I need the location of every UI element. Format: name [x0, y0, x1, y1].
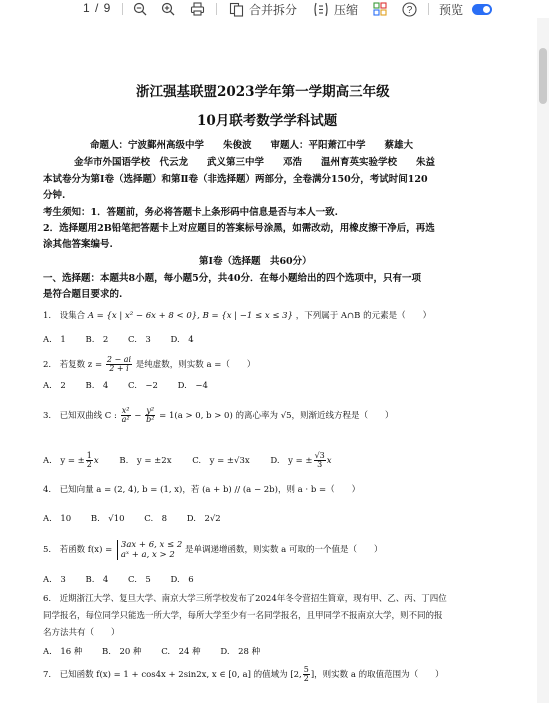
- q2-text-a: 2. 若复数 z =: [43, 360, 103, 370]
- q7-text-a: 7. 已知函数 f(x) = 1 + cos4x + 2sin2x, x ∈ [0, a] 的值域为 [2,: [43, 670, 302, 680]
- notice-line2b: 涂其他答案编号.: [43, 239, 113, 250]
- q2-fraction: [106, 356, 132, 373]
- q6-line1: 6. 近期浙江大学、复旦大学、南京大学三所学校发布了2024年冬令营招生简章，现有甲、乙、丙、丁四位: [43, 594, 447, 604]
- q3-optA-fraction: [86, 452, 93, 469]
- q3-fraction-y: [145, 407, 155, 424]
- q1-text-a: 1. 设集合: [43, 311, 86, 321]
- question-1: [43, 310, 431, 322]
- q5-options: A. 3 B. 4 C. 5 D. 6: [43, 575, 194, 585]
- toolbar-divider: [216, 3, 217, 15]
- compress-icon[interactable]: [313, 1, 329, 17]
- q3-text-b: = 1(a > 0, b > 0) 的离心率为 √5，则渐近线方程是（ ）: [159, 411, 394, 421]
- pdf-toolbar: [0, 0, 549, 18]
- authors-line2: 金华市外国语学校 代云龙 武义第三中学 邓浩 温州育英实验学校 朱益: [74, 157, 436, 168]
- compress-button[interactable]: 压缩: [334, 3, 359, 17]
- print-icon[interactable]: [189, 1, 205, 17]
- q3-option-a: [43, 451, 99, 469]
- page-indicator[interactable]: 1 / 9: [83, 1, 112, 15]
- exam-title-line2: 10月联考数学学科试题: [197, 113, 338, 129]
- authors-line1: 命题人：宁波鄞州高级中学 朱俊波 审题人：平阳萧江中学 蔡雄大: [90, 140, 414, 151]
- q3-option-d: [270, 451, 332, 469]
- q1-math: A = {x | x² − 6x + 8 < 0}, B = {x | −1 ≤ x ≤ 3}: [87, 311, 294, 321]
- preview-toggle[interactable]: [472, 4, 492, 15]
- exam-title-line1: 浙江强基联盟2023学年第一学期高三年级: [136, 84, 390, 100]
- intro-line1: 本试卷分为第Ⅰ卷（选择题）和第Ⅱ卷（非选择题）两部分，全卷满分150分，考试时间120: [43, 174, 428, 185]
- q3-optD-fraction: [314, 452, 326, 469]
- q3-optD-prefix: D. y = ±: [270, 456, 313, 466]
- section-title: 第Ⅰ卷（选择题 共60分）: [199, 256, 312, 267]
- q2-denominator: 2 + i: [109, 364, 129, 373]
- q3-options: [43, 451, 332, 471]
- q3-optD-den: 3: [317, 460, 323, 469]
- q3-fraction-x: [121, 407, 131, 424]
- q3-den2: b²: [146, 415, 155, 424]
- merge-split-button[interactable]: 合并拆分: [249, 3, 298, 17]
- question-3: [43, 406, 394, 426]
- help-glyph: ?: [406, 4, 412, 16]
- q3-num1: x²: [121, 406, 130, 415]
- q2-options: A. 2 B. 4 C. −2 D. −4: [43, 381, 208, 391]
- question-4: 4. 已知向量 a = (2, 4), b = (1, x)，若 (a + b) // (a − 2b)，则 a · b =（ ）: [43, 485, 361, 495]
- q7-denominator: 2: [303, 674, 309, 683]
- q3-optA-den: 2: [86, 460, 92, 469]
- document-page: [0, 18, 537, 703]
- q5-text-b: 是单调递增函数，则实数 a 可取的一个值是（ ）: [184, 545, 383, 555]
- q3-optD-suffix: x: [326, 456, 332, 466]
- q7-fraction: [303, 666, 310, 683]
- preview-label: 预览: [439, 3, 464, 17]
- intro-line2: 分钟.: [43, 190, 66, 201]
- question-5: [43, 538, 382, 562]
- q2-text-b: 是纯虚数，则实数 a =（ ）: [135, 360, 256, 370]
- q5-case1: 3ax + 6, x ≤ 2: [120, 539, 183, 550]
- q7-numerator: 5: [303, 665, 309, 674]
- grid-apps-icon[interactable]: [372, 1, 388, 17]
- scrollbar-thumb[interactable]: [539, 48, 547, 104]
- part1-heading-a: 一、选择题：本题共8小题，每小题5分，共40分．在每小题给出的四个选项中，只有一项: [43, 273, 421, 284]
- q5-piecewise: [117, 540, 182, 560]
- q6-line3: 名方法共有（ ）: [43, 628, 120, 638]
- q3-optA-num: 1: [86, 451, 92, 460]
- q4-options: A. 10 B. √10 C. 8 D. 2√2: [43, 514, 221, 524]
- q3-text-a: 3. 已知双曲线 C :: [43, 411, 117, 421]
- question-7: [43, 664, 444, 686]
- vertical-scrollbar[interactable]: [537, 18, 549, 703]
- merge-split-icon[interactable]: [228, 1, 244, 17]
- q3-optD-num: √3: [314, 451, 325, 460]
- question-2: [43, 355, 255, 375]
- toolbar-divider: [428, 3, 429, 15]
- part1-heading-b: 是符合题目要求的.: [43, 289, 123, 300]
- notice-line1: 考生须知：1．答题前，务必将答题卡上条形码中信息是否与本人一致.: [43, 207, 338, 218]
- q5-text-a: 5. 若函数 f(x) =: [43, 545, 113, 555]
- q1-options: A. 1 B. 2 C. 3 D. 4: [43, 335, 194, 345]
- q3-option-b: B. y = ±2x: [119, 456, 172, 466]
- q6-line2: 同学报名，每位同学只能选一所大学，每所大学至少有一名同学报名，且甲同学不报南京大学，则不同的报: [43, 611, 443, 621]
- toolbar-divider: [122, 3, 123, 15]
- q3-optA-prefix: A. y = ±: [43, 456, 85, 466]
- q3-option-c: C. y = ±√3x: [192, 456, 250, 466]
- q2-numerator: 2 − ai: [106, 355, 132, 364]
- zoom-in-icon[interactable]: [160, 1, 176, 17]
- q3-minus: −: [134, 411, 142, 421]
- q6-options: A. 16 种 B. 20 种 C. 24 种 D. 28 种: [43, 647, 261, 657]
- q1-text-b: ，下列属于 A∩B 的元素是（ ）: [295, 311, 432, 321]
- notice-line2a: 2．选择题用2B铅笔把答题卡上对应题目的答案标号涂黑，如需改动，用橡皮擦干净后，再选: [43, 223, 435, 234]
- q3-optA-suffix: x: [93, 456, 99, 466]
- q3-den1: a²: [121, 415, 130, 424]
- q5-case2: aˣ + a, x > 2: [120, 549, 175, 560]
- zoom-out-icon[interactable]: [132, 1, 148, 17]
- help-icon[interactable]: [401, 1, 417, 17]
- q7-text-b: ]，则实数 a 的取值范围为（ ）: [310, 670, 444, 680]
- q3-num2: y²: [146, 406, 155, 415]
